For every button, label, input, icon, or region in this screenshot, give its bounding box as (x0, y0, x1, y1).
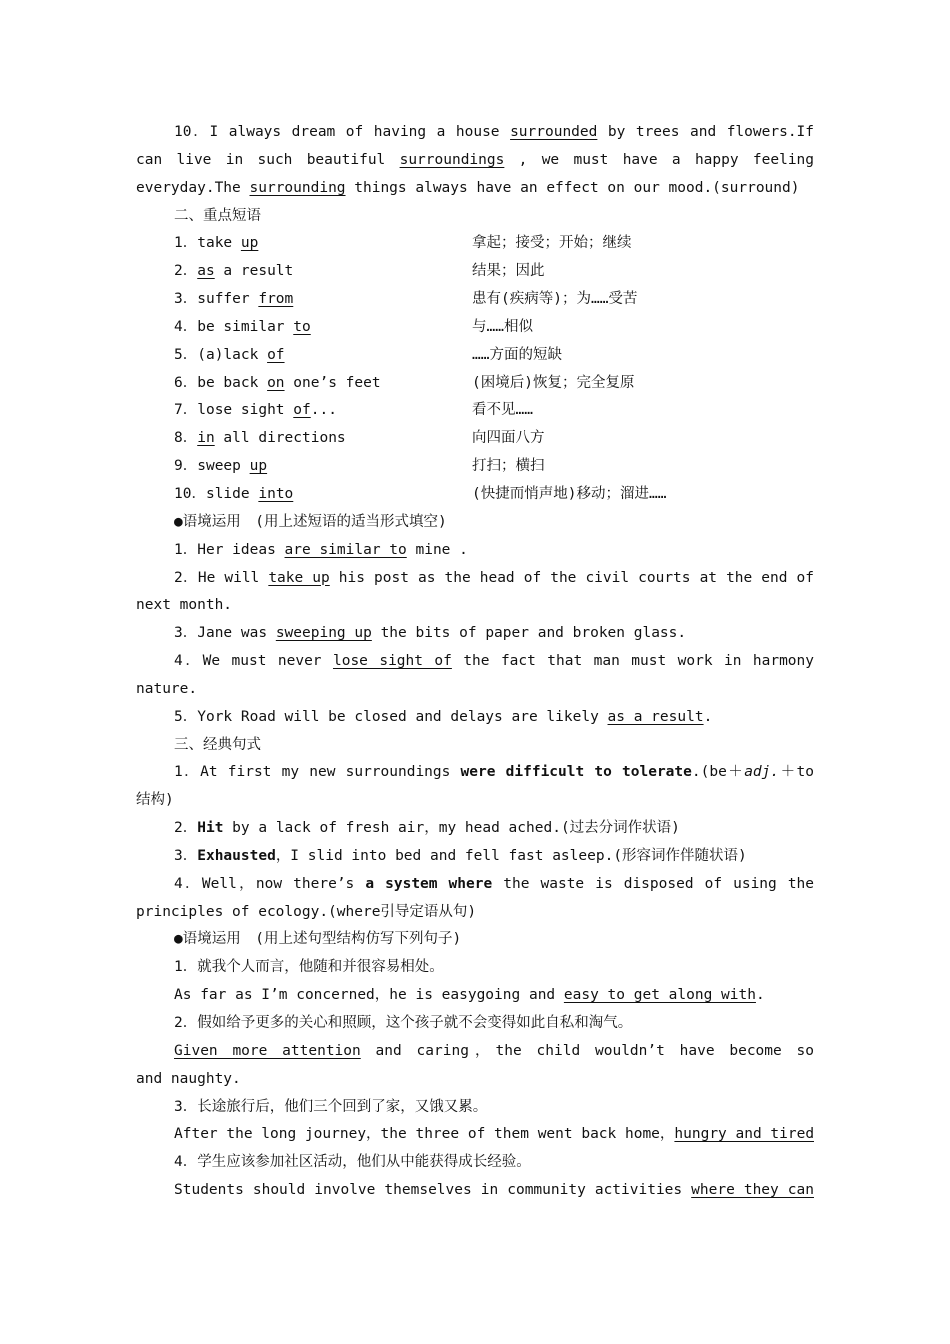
phrase-english: 5．(a)lack of (174, 346, 285, 363)
pattern-4-cont: principles of ecology.(where引导定语从句) (136, 903, 477, 920)
phrase-item (136, 481, 814, 509)
phrase-chinese: 患有(疾病等)；为……受苦 (472, 291, 638, 308)
answer-blank: in (197, 430, 215, 447)
phrase-chinese: (困境后)恢复；完全复原 (472, 374, 635, 391)
phrase-chinese: (快捷而悄声地)移动；溜进…… (472, 485, 667, 502)
phrase-exercise-2-cont: next month. (136, 597, 233, 614)
phrase-exercise-3: 3．Jane was sweeping up the bits of paper and broken glass. (174, 625, 687, 642)
practice-title-patterns: ●语境运用 (用上述句型结构仿写下列句子) (174, 931, 462, 948)
phrase-english: 2．as a result (174, 263, 294, 280)
phrase-english: 1．take up (174, 235, 259, 252)
phrase-chinese: 拿起；接受；开始；继续 (472, 235, 632, 252)
phrase-english: 4．be similar to (174, 318, 311, 335)
phrase-item (136, 370, 814, 398)
pattern-highlight: Exhausted (197, 847, 276, 864)
phrase-chinese: 结果；因此 (472, 263, 545, 280)
answer-blank: where they can (691, 1182, 814, 1199)
pattern-3: 3．Exhausted，I slid into bed and fell fast asleep.(形容词作伴随状语) (174, 847, 747, 864)
phrase-exercise-1: 1．Her ideas are similar to mine . (174, 541, 468, 558)
phrase-item (136, 397, 814, 425)
phrase-english: 7．lose sight of... (174, 402, 337, 419)
translation-4-en: Students should involve themselves in community activities where they can (174, 1182, 814, 1199)
translation-1-en: As far as I’m concerned，he is easygoing and easy to get along with. (174, 987, 765, 1004)
item10-line3: everyday.The surrounding things always have an effect on our mood.(surround) (136, 179, 800, 196)
answer-blank: into (258, 485, 294, 502)
answer-blank: up (240, 235, 259, 252)
document-page (136, 119, 814, 1205)
phrase-english: 3．suffer from (174, 291, 294, 308)
phrase-english: 10．slide into (174, 485, 294, 502)
pattern-4: 4．Well，now there’s a system where the waste is disposed of using the (174, 875, 814, 892)
phrase-item (136, 314, 814, 342)
answer-blank: of (293, 402, 311, 419)
pattern-1: 1．At first my new surroundings were difficult to tolerate.(be＋adj.＋to (174, 764, 814, 781)
pattern-highlight: Hit (197, 820, 224, 837)
phrase-item (136, 258, 814, 286)
pattern-highlight: were difficult to tolerate (460, 764, 692, 781)
phrase-item (136, 286, 814, 314)
phrase-item (136, 342, 814, 370)
answer-blank: easy to get along with (563, 987, 756, 1004)
phrase-item (136, 453, 814, 481)
answer-blank: on (267, 374, 285, 391)
phrase-exercise-4-cont: nature. (136, 680, 198, 697)
phrase-exercise-5: 5．York Road will be closed and delays are likely as a result. (174, 708, 713, 725)
answer-blank: surrounding (249, 179, 346, 196)
answer-blank: take up (268, 569, 330, 586)
pattern-2: 2．Hit by a lack of fresh air，my head ached.(过去分词作状语) (174, 820, 680, 837)
practice-title-phrases: ●语境运用 (用上述短语的适当形式填空) (174, 513, 447, 530)
phrase-english: 6．be back on one’s feet (174, 374, 381, 391)
section-title-sentence-patterns: 三、经典句式 (174, 736, 261, 753)
phrase-chinese: 向四面八方 (472, 430, 545, 447)
answer-blank: are similar to (284, 541, 407, 558)
answer-blank: sweeping up (275, 625, 372, 642)
phrase-chinese: 打扫；横扫 (472, 458, 545, 475)
phrase-item (136, 230, 814, 258)
answer-blank: as a result (607, 708, 704, 725)
item10-line2: can live in such beautiful surroundings , we must have a happy feeling (136, 151, 814, 168)
answer-blank: surrounded (510, 124, 598, 140)
translation-3-en: After the long journey，the three of them went back home，hungry and tired (174, 1126, 814, 1143)
phrase-exercise-4: 4．We must never lose sight of the fact that man must work in harmony (174, 653, 814, 670)
answer-blank: Given more attention (174, 1042, 361, 1059)
answer-blank: surroundings (399, 151, 505, 168)
translation-3-zh: 3．长途旅行后，他们三个回到了家，又饿又累。 (174, 1098, 488, 1115)
phrase-item (136, 425, 814, 453)
phrase-chinese: 看不见…… (472, 402, 533, 419)
answer-blank: to (293, 318, 311, 335)
answer-blank: from (258, 291, 294, 308)
phrase-english: 9．sweep up (174, 458, 268, 475)
pattern-highlight: a system where (365, 875, 493, 892)
answer-blank: of (267, 346, 285, 363)
item10-line1: 10．I always dream of having a house surrounded by trees and flowers.If (174, 124, 814, 140)
phrase-list (136, 230, 814, 508)
phrase-chinese: 与……相似 (472, 318, 533, 335)
translation-4-zh: 4．学生应该参加社区活动，他们从中能获得成长经验。 (174, 1154, 531, 1171)
answer-blank: up (249, 458, 268, 475)
answer-blank: as (197, 263, 215, 280)
translation-2-zh: 2．假如给予更多的关心和照顾，这个孩子就不会变得如此自私和淘气。 (174, 1015, 633, 1031)
translation-2-en: Given more attention and caring，the child wouldn’t have become so (174, 1042, 814, 1059)
translation-2-en-cont: and naughty. (136, 1070, 241, 1087)
section-title-key-phrases: 二、重点短语 (174, 207, 261, 224)
phrase-exercise-2: 2．He will take up his post as the head of the civil courts at the end of (174, 569, 814, 586)
pattern-1-cont: 结构) (136, 792, 174, 809)
translation-1-zh: 1．就我个人而言，他随和并很容易相处。 (174, 959, 444, 976)
phrase-english: 8．in all directions (174, 430, 346, 447)
answer-blank: hungry and tired (674, 1126, 814, 1143)
answer-blank: lose sight of (332, 653, 452, 670)
phrase-chinese: ……方面的短缺 (472, 346, 562, 363)
